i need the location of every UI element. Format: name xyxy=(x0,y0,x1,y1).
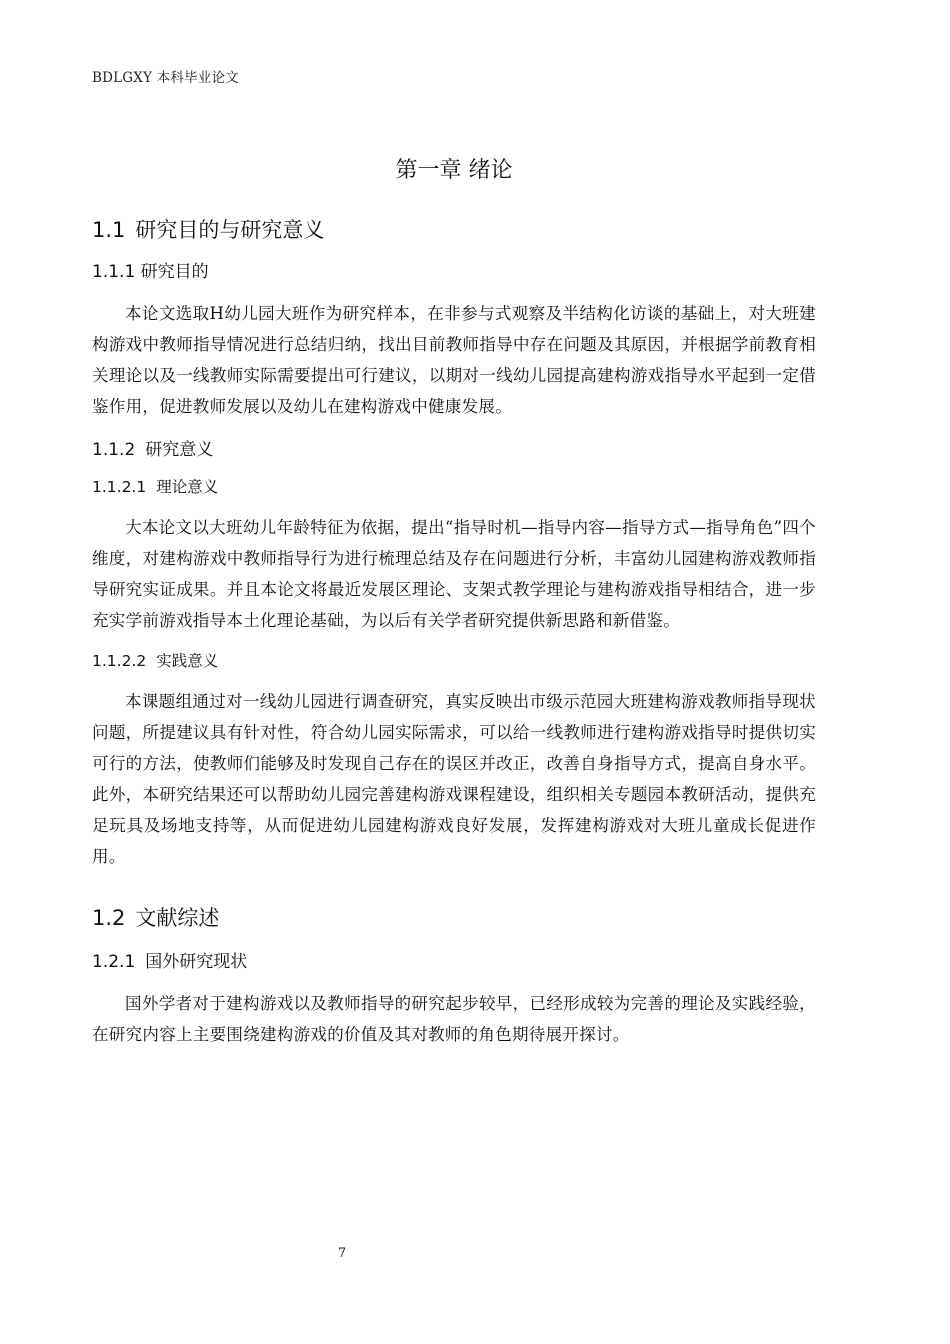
section-heading-1-1-1: 1.1.1 研究目的 xyxy=(92,262,209,282)
section-number: 1.1.2 xyxy=(92,440,136,460)
section-heading-1-2 xyxy=(92,902,816,934)
section-heading-1-1-2-2 xyxy=(92,648,816,674)
paragraph-theoretical-significance: 大本论文以大班幼儿年龄特征为依据，提出“指导时机—指导内容—指导方式—指导角色”四个维度，对建构游戏中教师指导行为进行梳理总结及存在问题进行分析，丰富幼儿园建构游戏教师指导研究实证成果。并且本论文将最近发展区理论、支架式教学理论与建构游戏指导相结合，进一步充实学前游戏指导本土化理论基础，为以后有关学者研究提供新思路和新借鉴。 xyxy=(92,518,816,630)
paragraph-foreign-research: 国外学者对于建构游戏以及教师指导的研究起步较早，已经形成较为完善的理论及实践经验，在研究内容上主要围绕建构游戏的价值及其对教师的角色期待展开探讨。 xyxy=(92,994,816,1044)
section-title: 研究意义 xyxy=(145,440,214,460)
section-number: 1.1.2.1 xyxy=(92,478,147,496)
section-heading-1-2-1 xyxy=(92,948,816,976)
paragraph-practical-significance: 本课题组通过对一线幼儿园进行调查研究，真实反映出市级示范园大班建构游戏教师指导现状问题，所提建议具有针对性，符合幼儿园实际需求，可以给一线教师进行建构游戏指导时提供切实可行的方法，使教师们能够及时发现自己存在的误区并改正，改善自身指导方式，提高自身水平。此外，本研究结果还可以帮助幼儿园完善建构游戏课程建设，组织相关专题园本教研活动，提供充足玩具及场地支持等，从而促进幼儿园建构游戏良好发展，发挥建构游戏对大班儿童成长促进作用。 xyxy=(92,692,816,866)
section-title: 理论意义 xyxy=(156,478,219,496)
section-title: 国外研究现状 xyxy=(145,952,248,972)
running-header: BDLGXY 本科毕业论文 xyxy=(92,70,239,86)
chapter-title: 第一章 绪论 xyxy=(395,158,513,183)
section-number: 1.1 xyxy=(92,218,126,242)
section-heading-1-1-2-1 xyxy=(92,474,816,500)
page-number: 7 xyxy=(337,1246,347,1261)
section-number: 1.1.2.2 xyxy=(92,652,147,670)
section-heading-1-1-2 xyxy=(92,436,816,464)
section-title: 实践意义 xyxy=(156,652,219,670)
section-number: 1.2 xyxy=(92,906,126,930)
paragraph-research-purpose: 本论文选取H幼儿园大班作为研究样本，在非参与式观察及半结构化访谈的基础上，对大班建构游戏中教师指导情况进行总结归纳，找出目前教师指导中存在问题及其原因，并根据学前教育相关理论以及一线教师实际需要提出可行建议，以期对一线幼儿园提高建构游戏指导水平起到一定借鉴作用，促进教师发展以及幼儿在建构游戏中健康发展。 xyxy=(92,304,816,416)
section-heading-1-1 xyxy=(92,214,816,246)
section-number: 1.2.1 xyxy=(92,952,136,972)
section-title: 文献综述 xyxy=(135,906,220,930)
section-title: 研究目的与研究意义 xyxy=(135,218,325,242)
page-content xyxy=(92,140,816,1050)
